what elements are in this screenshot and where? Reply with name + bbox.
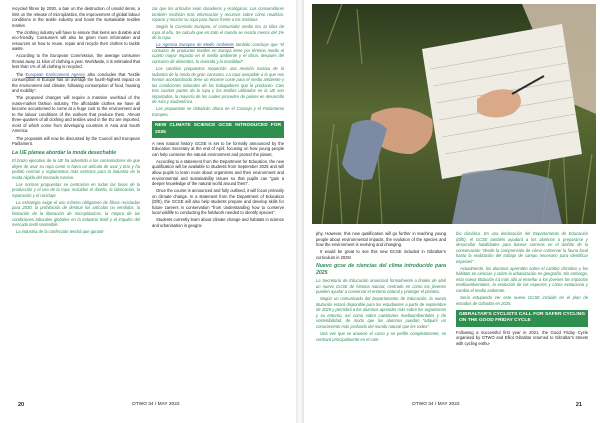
spine-gutter xyxy=(296,0,304,423)
spanish-paragraph: Una vez que se anuncie el curso y se perfile completamente, se centrará principalmente en el cam- xyxy=(316,330,446,342)
magazine-issue-right: OTWO 34 / MAY 2022 xyxy=(412,402,460,407)
spanish-paragraph: Los cambios propuestos requerirán una revisión masiva de la industria de la moda de gran consumo. La ropa asequible a la que nos hemos acostumbrado tiene un enorme coste para el medio ambiente y las condiciones laborales de los trabajadores que la producen. Casi tres cuartas partes de la ropa y los textiles utilizados en la UE son importados, la mayoría de los cuales proceden de países en desarrollo de Asia y Sudamérica. xyxy=(152,65,284,105)
paragraph-with-link: The European Environment Agency also concludes that “textile consumption in Europe has on average the fourth-highest impact on the environment and climate, following consumption of food, housing and mobility”. xyxy=(12,71,140,94)
spanish-paragraph: bio climático. En una declaración del Departamento de Educación (DfE), el GCSE también ayudará a los alumnos a prepararse y desarrollar habilidades para futuras carreras en el ámbito de la conservación “desde la comprensión de cómo conservar la fauna local hasta la realización del trabajo de campo necesario para identificar especies”. xyxy=(456,231,588,264)
paragraph: The proposals will now be discussed by the Council and European Parliament. xyxy=(12,135,140,147)
spanish-paragraph: Las propuestas se debatirán ahora en el Consejo y el Parlamento Europeo. xyxy=(152,106,284,117)
right-column-2 xyxy=(456,231,588,348)
paragraph: According to the European Commission, the average consumer throws away 11 kilos of clothing a year. Worldwide, it is estimated that less than 1% of all clothing is recycled. xyxy=(12,53,140,70)
section-heading: NEW CLIMATE SCIENCE GCSE INTRODUCED FOR 2025 xyxy=(152,121,284,137)
paragraph: It would be great to see this new GCSE included in Gibraltar’s curriculum in 2025! xyxy=(316,249,446,260)
spanish-paragraph: El brazo ejecutivo de la UE ha advertido a los consumidores de que dejen de usar su ropa como si fuera un artículo de usar y tirar y ha pedido normas y reglamentos más estrictos para la industria de la moda rápida del mercado masivo. xyxy=(12,158,140,180)
paragraph: Following a successful first year in 2021, the Good Friday Cycle organised by OTWO and Elliot Gibraltar returned to Gibraltar’s streets with cycling enthu- xyxy=(456,329,588,346)
paragraph: Students currently learn about climate change and habitats in science and urbanisation in geogra- xyxy=(152,217,284,228)
section-heading: GIBRALTAR’S CYCLISTS CALL FOR SAFER CYCLING ON THE GOOD FRIDAY CYCLE xyxy=(456,310,588,326)
spanish-paragraph: Actualmente, los alumnos aprenden sobre el cambio climático y los hábitats en ciencias y sobre la urbanización en geografía. Sin embargo, esta nueva titulación irá más allá al enseñar a los jóvenes los impactos medioambientales, la evolución de las especies y cómo evoluciona y cambia el medio ambiente. xyxy=(456,265,588,293)
spanish-paragraph: Sería estupendo ver este nuevo GCSE incluido en el plan de estudios de Gibraltar en 2025. xyxy=(456,295,588,306)
spanish-heading: Nuevo gcse de ciencias del clima introducido para 2025 xyxy=(316,263,446,276)
spanish-paragraph: Las normas propuestas se centrarían en todas las fases de la producción y el uso de la ropa, incluidos el diseño, la fabricación, la reparación y el reciclaje. xyxy=(12,181,140,198)
right-column-1 xyxy=(316,231,446,344)
left-column-1 xyxy=(12,6,140,236)
spanish-paragraph: Según un comunicado del Departamento de Educación, la nueva titulación estará disponible para los estudiantes a partir de septiembre de 2025 y permitirá a los alumnos aprender más sobre los organismos y su entorno, así como sobre cuestiones medioambientales y de sostenibilidad, de modo que los alumnos puedan “adquirir un conocimiento más profundo del mundo natural que les rodea”. xyxy=(316,296,446,329)
spanish-paragraph: La estrategia exige el uso mínimo obligatorio de fibras recicladas para 2030, la prohibición de destruir los artículos no vendidos, la limitación de la liberación de microplásticos, la mejora de las condiciones laborales globales en la industria textil y el impulso del mercado textil sostenible. xyxy=(12,199,140,228)
eea-link[interactable]: European Environment Agency xyxy=(25,71,86,77)
spanish-paragraph: La Secretaría de Educación anunciará formalmente a finales de abril un nuevo GCSE de historia natural, centrado en cómo los jóvenes pueden ayudar a conservar el entorno natural y proteger el planeta. xyxy=(316,278,446,295)
paragraph: The proposed changes will require a massive overhaul of the mass-market fashion industry. The affordable clothes we have all become accustomed to come at a huge cost to the environment and to the labour conditions of the workers that produce them. Almost three-quarters of all clothing and textiles used in the EU are imported, most of which come from developing countries in Asia and South America. xyxy=(12,95,140,134)
paragraph: The clothing industry will have to ensure that items are durable and eco-friendly. Consumers will also be given more information and resources on how to reuse, repair and recycle their clothes to tackle waste. xyxy=(12,29,140,52)
paragraph: A new natural history GCSE is set to be formally announced by the Education Secretary at the end of April, focusing on how young people can help conserve the natural environment and protect the planet. xyxy=(152,140,284,157)
spanish-paragraph: Según la Comisión Europea, el consumidor medio tira 11 kilos de ropa al año. Se calcula que en todo el mundo se recicla menos del 1% de la ropa. xyxy=(152,24,284,41)
spanish-paragraph: La industria de la confección tendrá que garanti- xyxy=(16,229,105,235)
magazine-issue-left: OTWO 34 / MAY 2022 xyxy=(132,402,180,407)
photo-hands-notebook-grass xyxy=(312,4,596,224)
page-number-left: 20 xyxy=(18,402,25,408)
spanish-paragraph: zar que los artículos sean duraderos y ecológicos. Los consumidores también recibirán más información y recursos sobre cómo reutilizar, reparar y reciclar su ropa para hacer frente a los residuos. xyxy=(152,6,284,23)
spanish-heading: La UE planea abordar la moda desechable xyxy=(12,149,117,156)
paragraph: phy. However, this new qualification will go further in teaching young people about environmental impacts, the evolution of the species and how the environment is evolving and changing. xyxy=(316,231,446,248)
left-column-2 xyxy=(152,6,284,230)
photo-illustration xyxy=(312,4,596,224)
spanish-paragraph-with-link: La Agencia Europea de Medio Ambiente también concluye que “el consumo de productos textiles en Europa tiene por término medio el cuarto mayor impacto en el medio ambiente y el clima, después del consumo de alimentos, la vivienda y la movilidad”. xyxy=(152,42,285,64)
aema-link[interactable]: La Agencia Europea de Medio Ambiente xyxy=(156,42,234,48)
page-number-right: 21 xyxy=(575,402,582,408)
paragraph: Once the course is announced and fully outlined, it will focus primarily on climate change. In a statement from the Department of Education (DfE), the GCSE will also help students prepare and develop skills for future careers in conservation “from understanding how to conserve local wildlife to conducting the fieldwork needed to identify species”. xyxy=(152,188,284,216)
paragraph: recycled fibres by 2030, a ban on the destruction of unsold items, a limit on the release of microplastics, the improvement of global labour conditions in the textile industry and boost the sustainable textiles market. xyxy=(12,6,140,28)
paragraph: According to a statement from the Department for Education, the new qualification will be available to students from September 2025 and will allow pupils to learn more about organisms and their environment and environmental and sustainability issues so that pupils can “gain a deeper knowledge of the natural world around them”. xyxy=(152,158,284,187)
left-page xyxy=(0,0,296,423)
